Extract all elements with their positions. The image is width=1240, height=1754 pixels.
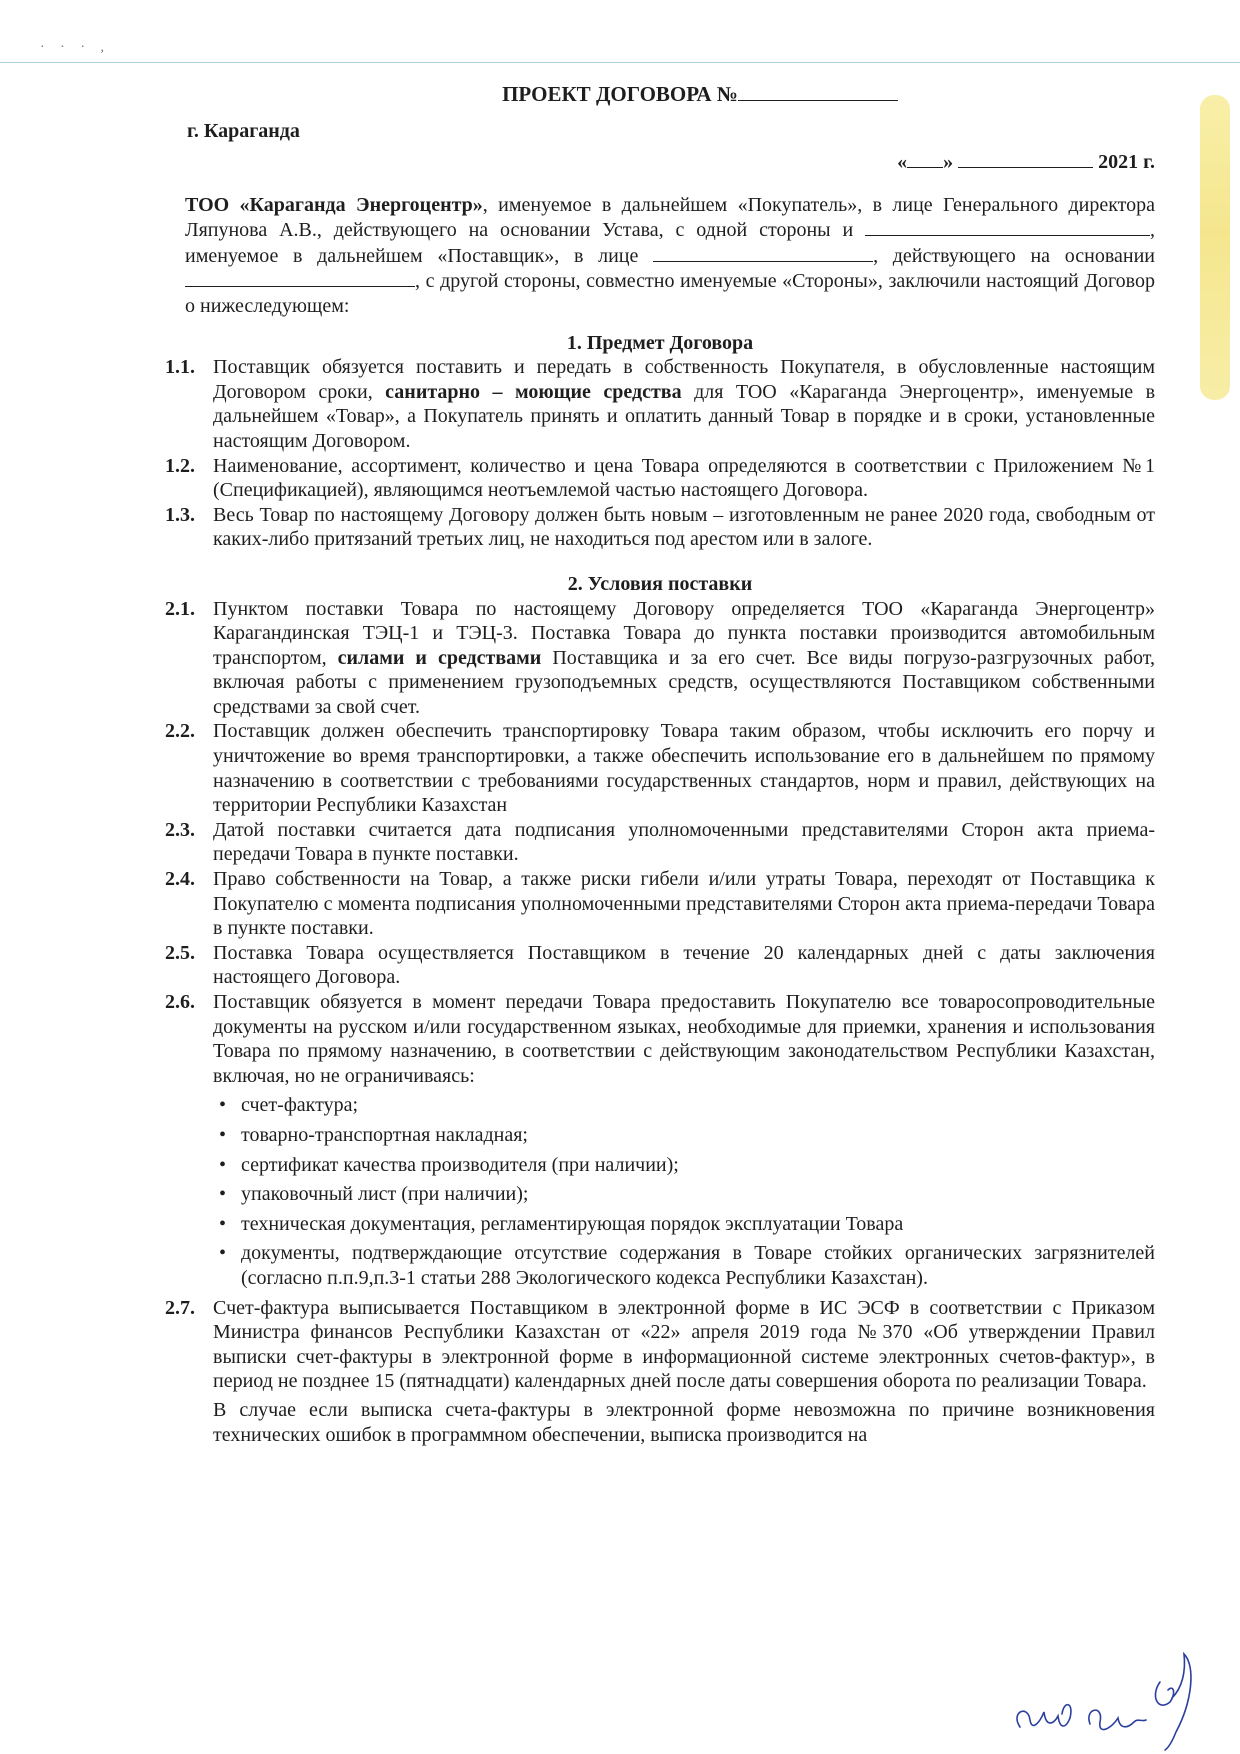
list-item: • товарно-транспортная накладная; <box>213 1123 1155 1148</box>
list-item: • счет-фактура; <box>213 1093 1155 1118</box>
section-1-heading: 1. Предмет Договора <box>566 331 754 354</box>
document-list <box>165 1093 1155 1290</box>
supplier-name-blank <box>865 217 1150 236</box>
contract-number-blank <box>738 82 898 101</box>
clause-1-3: 1.3. Весь Товар по настоящему Договору должен быть новым – изготовленным не ранее 2020 года, свободным от каких-либо притязаний третьих лиц, не находиться под арестом или в залоге. <box>165 503 1155 551</box>
scan-specks: · · · , <box>40 40 110 55</box>
clause-2-3: 2.3. Датой поставки считается дата подписания уполномоченными представителями Сторон акта приема-передачи Товара в пункте поставки. <box>165 818 1155 866</box>
clause-2-2: 2.2. Поставщик должен обеспечить транспортировку Товара таким образом, чтобы исключить его порчу и уничтожение во время транспортировки, а также обеспечить использование его в дальнейшем по прямому назначению в соответствии с требованиями государственных стандартов, норм и правил, действующих на территории Республики Казахстан <box>165 720 1155 817</box>
clause-2-1: 2.1. Пунктом поставки Товара по настоящему Договору определяется ТОО «Караганда Энергоцентр» Карагандинская ТЭЦ-1 и ТЭЦ-3. Поставка Товара до пункта поставки производится автомобильным транспортом, силами и средствами Поставщика и за его счет. Все виды погрузо-разгрузочных работ, включая работы с применением грузоподъемных средств, осуществляются Поставщиком собственными средствами за свой счет. <box>165 597 1155 718</box>
list-item: • упаковочный лист (при наличии); <box>213 1182 1155 1207</box>
clause-1-2: 1.2. Наименование, ассортимент, количество и цена Товара определяются в соответствии с Приложением №1 (Спецификацией), являющимся неотъемлемой частью настоящего Договора. <box>165 454 1155 502</box>
buyer-name: ТОО «Караганда Энергоцентр» <box>185 193 483 216</box>
highlighter-mark <box>1200 95 1230 400</box>
section-2-heading: 2. Условия поставки <box>567 572 753 595</box>
date-field: « » 2021 г. <box>897 150 1155 173</box>
title-text: ПРОЕКТ ДОГОВОРА № <box>502 82 738 106</box>
day-blank <box>907 149 943 168</box>
clause-2-5: 2.5. Поставка Товара осуществляется Поставщиком в течение 20 календарных дней с даты заключения настоящего Договора. <box>165 941 1155 989</box>
city-label: г. Караганда <box>187 119 300 142</box>
document-title <box>245 82 1155 107</box>
preamble: ТОО «Караганда Энергоцентр», именуемое в дальнейшем «Покупатель», в лице Генерального директора Ляпунова А.В., действующего на основании Устава, с одной стороны и , именуемое в дальнейшем «Поставщик», в лице , действующего на основании , с другой стороны, совместно именуемые «Стороны», заключили настоящий Договор о нижеследующем: <box>185 193 1156 317</box>
list-item: • сертификат качества производителя (при наличии); <box>213 1153 1155 1178</box>
clause-2-7: 2.7. Счет-фактура выписывается Поставщиком в электронной форме в ИС ЭСФ в соответствии с Приказом Министра финансов Республики Казахстан от «22» апреля 2019 года №370 «Об утверждении Правил выписки счет-фактуры в электронной форме в информационной системе электронных счетов-фактур», в период не позднее 15 (пятнадцати) календарных дней после даты совершения оборота по реализации Товара. <box>165 1296 1155 1393</box>
document-page <box>165 82 1155 1732</box>
list-item: • техническая документация, регламентирующая порядок эксплуатации Товара <box>213 1212 1155 1237</box>
list-item: • документы, подтверждающие отсутствие содержания в Товаре стойких органических загрязнителей (согласно п.п.9,п.3-1 статьи 288 Экологического кодекса Республики Казахстан). <box>213 1241 1155 1290</box>
year-label: 2021 г. <box>1098 150 1155 173</box>
scan-border-line <box>0 62 1240 63</box>
clause-1-1: 1.1. Поставщик обязуется поставить и передать в собственность Покупателя, в обусловленные настоящим Договором сроки, санитарно – моющие средства для ТОО «Караганда Энергоцентр», именуемые в дальнейшем «Товар», а Покупатель принять и оплатить данный Товар в порядке и в сроки, установленные настоящим Договором. <box>165 356 1156 452</box>
city-date-row <box>165 119 1155 175</box>
representative-blank <box>653 243 873 262</box>
basis-blank <box>185 268 415 287</box>
clause-2-4: 2.4. Право собственности на Товар, а также риски гибели и/или утраты Товара, переходят от Поставщика к Покупателю с момента подписания уполномоченными представителями Сторон акта приема-передачи Товара в пункте поставки. <box>165 868 1155 940</box>
clause-2-7-paragraph-2: В случае если выписка счета-фактуры в электронной форме невозможна по причине возникновения технических ошибок в программном обеспечении, выписка производится на <box>213 1398 1155 1446</box>
month-blank <box>958 149 1093 168</box>
clause-2-6: 2.6. Поставщик обязуется в момент передачи Товара предоставить Покупателю все товаросопроводительные документы на русском и/или государственном языках, необходимые для приемки, хранения и использования Товара по прямому назначению, в соответствии с действующим законодательством Республики Казахстан, включая, но не ограничиваясь: <box>165 991 1155 1087</box>
handwritten-signatures <box>1000 1632 1240 1752</box>
